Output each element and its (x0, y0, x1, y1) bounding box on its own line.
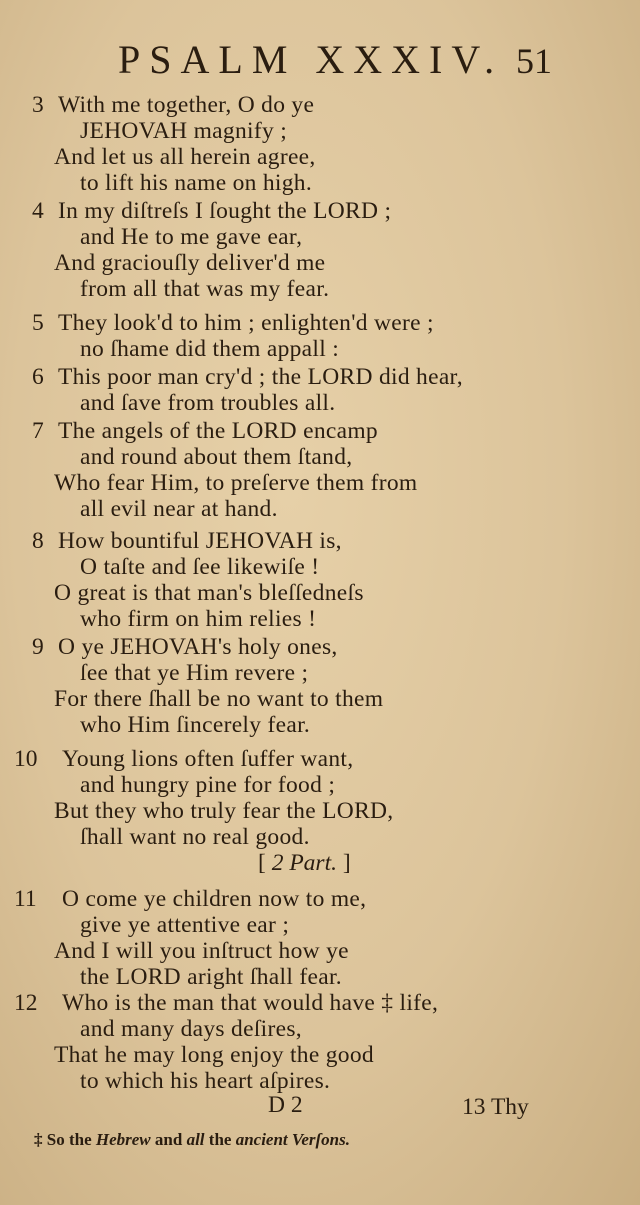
signature-mark: D 2 (268, 1092, 303, 1118)
verse-line: This poor man cry'd ; the LORD did hear, (58, 364, 463, 390)
part-bracket-open: [ (258, 850, 266, 876)
part-bracket-close: ] (342, 850, 351, 876)
part-marker (258, 850, 351, 877)
verse-line: For there ſhall be no want to them (54, 686, 384, 712)
verse-number: 10 (14, 746, 38, 772)
page-number: 51 (516, 41, 552, 81)
verse-line: and round about them ſtand, (80, 444, 353, 470)
verse-line: They look'd to him ; enlighten'd were ; (58, 310, 434, 336)
verse-line: O come ye children now to me, (62, 886, 367, 912)
verse-line: How bountiful JEHOVAH is, (58, 528, 342, 554)
verse-line: And let us all herein agree, (54, 144, 316, 170)
verse-line: to which his heart aſpires. (80, 1068, 331, 1094)
footnote-text: and (154, 1130, 183, 1149)
footnote-text: So the (46, 1130, 92, 1149)
verse-line: O ye JEHOVAH's holy ones, (58, 634, 338, 660)
verse-line: ſee that ye Him revere ; (80, 660, 309, 686)
verse-number: 5 (32, 310, 44, 336)
verse-line: JEHOVAH magnify ; (80, 118, 288, 144)
verse-number: 3 (32, 92, 44, 118)
footnote (34, 1130, 350, 1150)
verse-line: and hungry pine for food ; (80, 772, 336, 798)
page-header (0, 36, 640, 84)
part-label: 2 Part. (271, 850, 337, 876)
verse-line: all evil near at hand. (80, 496, 278, 522)
verse-line: the LORD aright ſhall fear. (80, 964, 342, 990)
footnote-mark: ‡ (34, 1130, 43, 1149)
verse-line: who Him ſincerely fear. (80, 712, 311, 738)
footnote-italic: all (186, 1130, 205, 1149)
verse-line: The angels of the LORD encamp (58, 418, 378, 444)
verse-number: 6 (32, 364, 44, 390)
verse-line: no ſhame did them appall : (80, 336, 340, 362)
verse-line: and many days deſires, (80, 1016, 302, 1042)
verse-line: In my diſtreſs I ſought the LORD ; (58, 198, 392, 224)
verse-line: and ſave from troubles all. (80, 390, 336, 416)
verse-line: Who is the man that would have ‡ life, (62, 990, 439, 1016)
verse-number: 4 (32, 198, 44, 224)
verse-number: 7 (32, 418, 44, 444)
verse-number: 9 (32, 634, 44, 660)
verse-line: who firm on him relies ! (80, 606, 317, 632)
verse-line: And graciouſly deliver'd me (54, 250, 326, 276)
verse-line: With me together, O do ye (58, 92, 315, 118)
page-title: PSALM XXXIV. (118, 37, 504, 82)
footnote-text: the (208, 1130, 232, 1149)
verse-line: But they who truly fear the LORD, (54, 798, 394, 824)
verse-line: That he may long enjoy the good (54, 1042, 374, 1068)
verse-line: and He to me gave ear, (80, 224, 303, 250)
verse-line: O great is that man's bleſſedneſs (54, 580, 364, 606)
catchword: 13 Thy (462, 1094, 529, 1120)
verse-line: give ye attentive ear ; (80, 912, 290, 938)
verse-line: Young lions often ſuffer want, (62, 746, 354, 772)
verse-number: 8 (32, 528, 44, 554)
verse-line: Who fear Him, to preſerve them from (54, 470, 418, 496)
verse-number: 12 (14, 990, 38, 1016)
footnote-italic: ancient Verſons. (235, 1130, 350, 1149)
verse-line: to lift his name on high. (80, 170, 313, 196)
verse-line: from all that was my fear. (80, 276, 330, 302)
verse-line: ſhall want no real good. (80, 824, 310, 850)
verse-line: And I will you inſtruct how ye (54, 938, 349, 964)
verse-number: 11 (14, 886, 37, 912)
verse-line: O taſte and ſee likewiſe ! (80, 554, 320, 580)
footnote-italic: Hebrew (95, 1130, 151, 1149)
